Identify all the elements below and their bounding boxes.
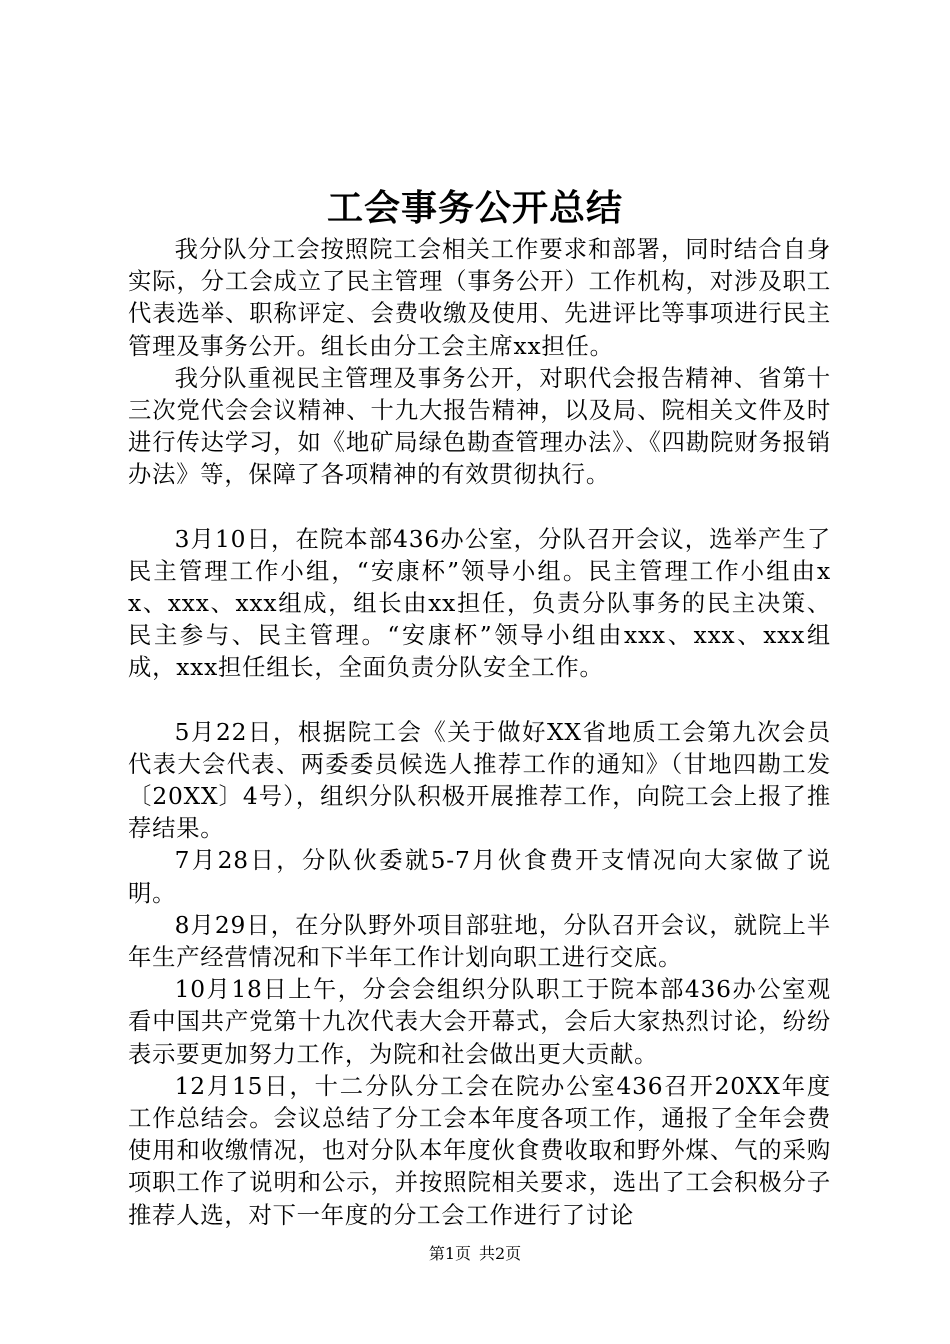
paragraph-6: 8月29日，在分队野外项目部驻地，分队召开会议，就院上半年生产经营情况和下半年工作计划向职工进行交底。 xyxy=(128,911,831,972)
paragraph-3: 3月10日，在院本部436办公室，分队召开会议，选举产生了民主管理工作小组，“安康杯”领导小组。民主管理工作小组由xx、xxx、xxx组成，组长由xx担任，负责分队事务的民主决策、民主参与、民主管理。“安康杯”领导小组由xxx、xxx、xxx组成，xxx担任组长，全面负责分队安全工作。 xyxy=(128,525,831,682)
paragraph-4: 5月22日，根据院工会《关于做好XX省地质工会第九次会员代表大会代表、两委委员候选人推荐工作的通知》（甘地四勘工发〔20XX〕4号），组织分队积极开展推荐工作，向院工会上报了推荐结果。 xyxy=(128,718,831,843)
page-total: 共2页 xyxy=(479,1244,522,1263)
paragraph-2: 我分队重视民主管理及事务公开，对职代会报告精神、省第十三次党代会会议精神、十九大报告精神，以及局、院相关文件及时进行传达学习，如《地矿局绿色勘查管理办法》、《四勘院财务报销办法》等，保障了各项精神的有效贯彻执行。 xyxy=(128,364,831,489)
paragraph-spacer xyxy=(128,492,831,524)
document-title: 工会事务公开总结 xyxy=(326,187,623,229)
page-footer xyxy=(0,1244,950,1264)
page-number: 第1页 xyxy=(428,1244,471,1263)
paragraph-7: 10月18日上午，分会会组织分队职工于院本部436办公室观看中国共产党第十九次代表大会开幕式，会后大家热烈讨论，纷纷表示要更加努力工作，为院和社会做出更大贡献。 xyxy=(128,976,831,1068)
document-body xyxy=(128,234,831,1232)
paragraph-5: 7月28日，分队伙委就5-7月伙食费开支情况向大家做了说明。 xyxy=(128,847,831,907)
paragraph-spacer xyxy=(128,685,831,717)
paragraph-1: 我分队分工会按照院工会相关工作要求和部署，同时结合自身实际，分工会成立了民主管理（事务公开）工作机构，对涉及职工代表选举、职称评定、会费收缴及使用、先进评比等事项进行民主管理及事务公开。组长由分工会主席xx担任。 xyxy=(128,236,831,360)
paragraph-8: 12月15日，十二分队分工会在院办公室436召开20XX年度工作总结会。会议总结了分工会本年度各项工作，通报了全年会费使用和收缴情况，也对分队本年度伙食费收取和野外煤、气的采购项职工作了说明和公示，并按照院相关要求，选出了工会积极分子推荐人选，对下一年度的分工会工作进行了讨论 xyxy=(128,1072,831,1229)
